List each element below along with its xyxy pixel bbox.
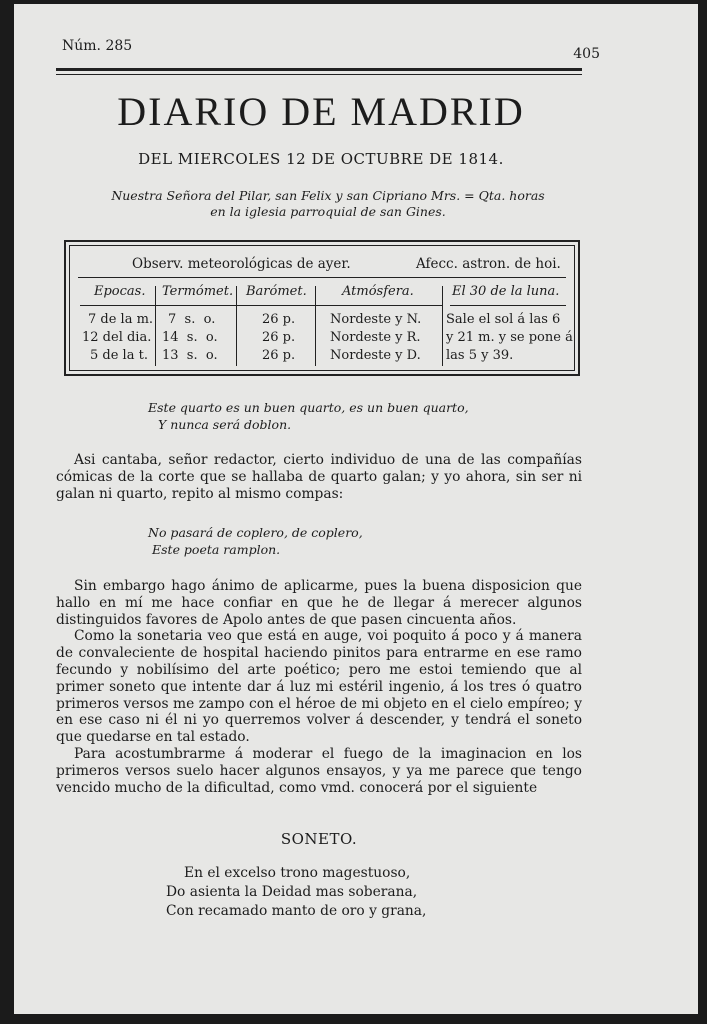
issue-number: Núm. 285 xyxy=(62,38,133,54)
newspaper-title: DIARIO DE MADRID xyxy=(117,89,525,134)
col-header-barometro: Barómet. xyxy=(246,284,307,299)
weather-table xyxy=(64,240,580,376)
table-divider-header-right xyxy=(450,305,566,306)
table-cell: Nordeste y N. xyxy=(330,312,422,327)
saints-line-1: Nuestra Señora del Pilar, san Felix y san Cipriano Mrs. = Qta. horas xyxy=(111,188,545,203)
weather-table-inner xyxy=(69,245,575,371)
body-paragraph-3: Para acostumbrarme á moderar el fuego de la imaginacion en los primeros versos suelo hacer algunos ensayos, y ya me parece que tengo vencido mucho de la dificultad, como vmd. conocerá por el siguiente xyxy=(56,745,582,796)
verse-coplero xyxy=(148,524,363,558)
paragraph-intro xyxy=(56,452,582,502)
newspaper-page xyxy=(14,4,698,1014)
saints-line-2: en la iglesia parroquial de san Gines. xyxy=(210,204,446,219)
sonnet-heading: SONETO. xyxy=(280,830,358,848)
col-header-epocas: Epocas. xyxy=(94,284,146,299)
body-paragraph-2: Como la sonetaria veo que está en auge, voi poquito á poco y á manera de convaleciente de hospital haciendo pinitos para entrarme en ese ramo fecundo y nobilísimo del arte poético; pero me estoi temiendo que al primer soneto que intente dar á luz mi estéril ingenio, á los tres ó quatro primeros versos me zampo con el héroe de mi objeto en el cielo empíreo; y en ese caso ni él ni yo querremos volver á descender, y tendrá el soneto que quedarse en tal estado. xyxy=(56,628,582,746)
sonnet-line-3: Con recamado manto de oro y grana, xyxy=(166,903,427,919)
saints-of-the-day xyxy=(78,188,578,220)
table-cell: las 5 y 39. xyxy=(446,348,514,363)
col-divider-3 xyxy=(315,286,316,366)
table-cell: 26 p. xyxy=(262,330,296,345)
col-divider-4 xyxy=(442,286,443,366)
sonnet-line-2: Do asienta la Deidad mas soberana, xyxy=(166,884,418,900)
body-text xyxy=(56,578,582,796)
epigraph-line-2: Y nunca será doblon. xyxy=(158,417,292,432)
table-cell: 14 s. o. xyxy=(162,330,218,345)
col-divider-2 xyxy=(236,286,237,366)
epigraph-line-1: Este quarto es un buen quarto, es un buen quarto, xyxy=(148,400,469,415)
table-cell: 7 s. o. xyxy=(168,312,216,327)
sonnet-line-1: En el excelso trono magestuoso, xyxy=(184,865,411,881)
header-rule-thick xyxy=(56,68,582,71)
issue-date: DEL MIERCOLES 12 DE OCTUBRE DE 1814. xyxy=(138,150,504,168)
table-divider-header xyxy=(80,305,442,306)
table-cell: 26 p. xyxy=(262,312,296,327)
table-cell: Nordeste y D. xyxy=(330,348,421,363)
col-header-luna: El 30 de la luna. xyxy=(452,284,560,299)
body-paragraph-1: Sin embargo hago ánimo de aplicarme, pues la buena disposicion que hallo en mí me hace confiar en que he de llegar á merecer algunos distinguidos favores de Apolo antes de que pasen cincuenta años. xyxy=(56,578,582,628)
verse-line-1: No pasará de coplero, de coplero, xyxy=(148,525,363,540)
verse-line-2: Este poeta ramplon. xyxy=(152,542,281,557)
col-header-termometro: Termómet. xyxy=(162,284,234,299)
table-cell: 12 del dia. xyxy=(82,330,152,345)
header-rule-thin xyxy=(56,74,582,75)
table-cell: 13 s. o. xyxy=(162,348,218,363)
table-cell: 26 p. xyxy=(262,348,296,363)
col-divider-1 xyxy=(155,286,156,366)
weather-title: Observ. meteorológicas de ayer. xyxy=(132,256,351,272)
sonnet xyxy=(164,864,426,921)
paragraph-text: Asi cantaba, señor redactor, cierto individuo de una de las compañías cómicas de la corte que se hallaba de quarto galan; y yo ahora, sin ser ni galan ni quarto, repito al mismo compas: xyxy=(56,452,582,502)
astro-title: Afecc. astron. de hoi. xyxy=(416,256,561,272)
col-header-atmosfera: Atmósfera. xyxy=(342,284,414,299)
table-cell: 5 de la t. xyxy=(90,348,148,363)
table-cell: 7 de la m. xyxy=(88,312,154,327)
epigraph xyxy=(148,399,469,433)
page-number: 405 xyxy=(573,46,600,62)
table-divider-top xyxy=(78,277,566,278)
table-cell: y 21 m. y se pone á xyxy=(446,330,573,345)
table-cell: Nordeste y R. xyxy=(330,330,421,345)
table-cell: Sale el sol á las 6 xyxy=(446,312,561,327)
